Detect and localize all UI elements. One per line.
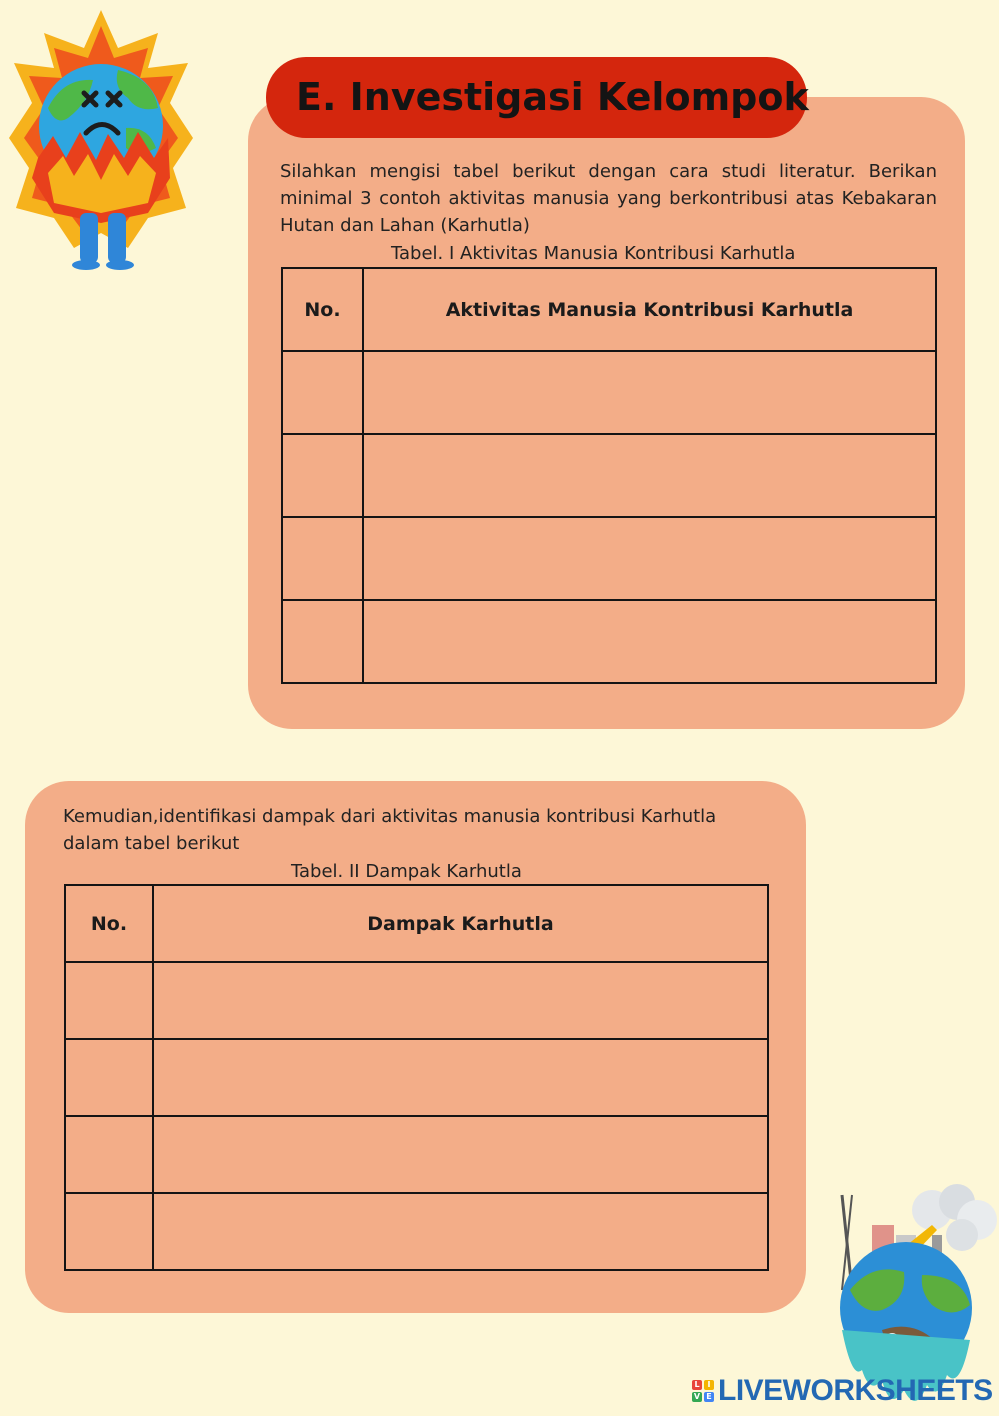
activities-instruction: Silahkan mengisi tabel berikut dengan cara studi literatur. Berikan minimal 3 contoh aktivitas manusia yang berkontribusi atas Kebakaran Hutan dan Lahan (Karhutla)	[280, 161, 937, 236]
liveworksheets-logo-icon	[692, 1380, 714, 1402]
column-header-impact: Dampak Karhutla	[153, 885, 768, 962]
row-number-cell[interactable]	[65, 962, 153, 1039]
row-number-cell[interactable]	[65, 1193, 153, 1270]
row-number-cell[interactable]	[282, 517, 363, 600]
impact-answer-cell[interactable]	[153, 1193, 768, 1270]
table-row	[65, 962, 768, 1039]
logo-letter: E	[704, 1392, 714, 1402]
row-number-cell[interactable]	[65, 1116, 153, 1193]
activity-answer-cell[interactable]	[363, 434, 936, 517]
column-header-activity: Aktivitas Manusia Kontribusi Karhutla	[363, 268, 936, 351]
table-header-row	[65, 885, 768, 962]
row-number-cell[interactable]	[282, 351, 363, 434]
page-title: E. Investigasi Kelompok	[266, 57, 807, 138]
logo-letter: V	[693, 1392, 701, 1401]
impact-answer-cell[interactable]	[153, 962, 768, 1039]
impacts-table-caption: Tabel. II Dampak Karhutla	[291, 861, 522, 882]
liveworksheets-brand	[692, 1373, 993, 1409]
burning-earth-mascot-icon	[8, 8, 194, 270]
table-row	[282, 434, 936, 517]
activity-answer-cell[interactable]	[363, 517, 936, 600]
activity-answer-cell[interactable]	[363, 600, 936, 683]
row-number-cell[interactable]	[65, 1039, 153, 1116]
brand-name: LIVEWORKSHEETS	[718, 1374, 993, 1407]
table-row	[282, 517, 936, 600]
logo-letter: L	[692, 1380, 702, 1390]
table-row	[65, 1039, 768, 1116]
activities-table-caption: Tabel. I Aktivitas Manusia Kontribusi Karhutla	[391, 243, 796, 264]
row-number-cell[interactable]	[282, 434, 363, 517]
activity-answer-cell[interactable]	[363, 351, 936, 434]
table-row	[282, 600, 936, 683]
impacts-table	[64, 884, 769, 1271]
table-row	[65, 1193, 768, 1270]
table-header-row	[282, 268, 936, 351]
impact-answer-cell[interactable]	[153, 1116, 768, 1193]
column-header-no: No.	[65, 885, 153, 962]
logo-letter: I	[704, 1380, 714, 1390]
table-row	[282, 351, 936, 434]
row-number-cell[interactable]	[282, 600, 363, 683]
column-header-no: No.	[282, 268, 363, 351]
activities-table	[281, 267, 937, 684]
impacts-instruction: Kemudian,identifikasi dampak dari aktivitas manusia kontribusi Karhutla dalam tabel berikut	[63, 806, 717, 854]
impact-answer-cell[interactable]	[153, 1039, 768, 1116]
table-row	[65, 1116, 768, 1193]
